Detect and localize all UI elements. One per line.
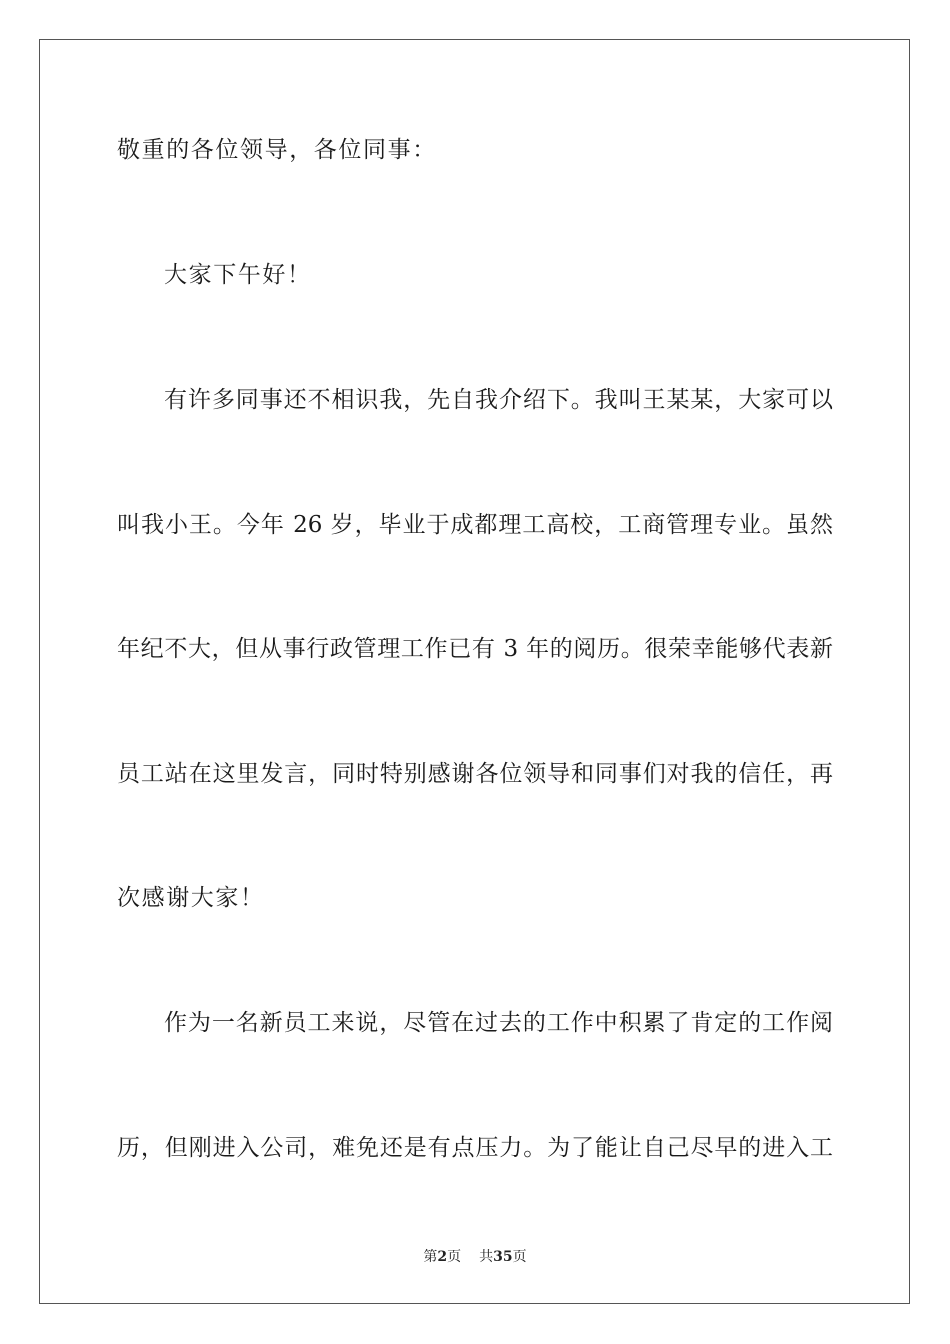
body-line: 员工站在这里发言，同时特别感谢各位领导和同事们对我的信任，再 — [117, 761, 833, 787]
body-line: 次感谢大家！ — [117, 885, 265, 911]
page-number: 2 — [437, 1249, 448, 1265]
total-prefix: 共 — [479, 1249, 494, 1265]
salutation-line: 敬重的各位领导，各位同事： — [117, 137, 437, 163]
page-frame — [39, 39, 910, 1304]
page-prefix: 第 — [423, 1249, 438, 1265]
page-suffix: 页 — [447, 1249, 462, 1265]
total-pages: 35 — [493, 1249, 513, 1265]
body-line: 历，但刚进入公司，难免还是有点压力。为了能让自己尽早的进入工 — [117, 1135, 833, 1161]
total-suffix: 页 — [512, 1249, 527, 1265]
greeting-line: 大家下午好！ — [164, 262, 312, 288]
body-line: 作为一名新员工来说，尽管在过去的工作中积累了肯定的工作阅 — [164, 1010, 833, 1036]
page-footer — [0, 1248, 950, 1266]
body-line: 年纪不大，但从事行政管理工作已有 3 年的阅历。很荣幸能够代表新 — [117, 636, 833, 662]
body-line: 叫我小王。今年 26 岁，毕业于成都理工高校，工商管理专业。虽然 — [117, 512, 833, 538]
body-line: 有许多同事还不相识我，先自我介绍下。我叫王某某，大家可以 — [164, 387, 833, 413]
